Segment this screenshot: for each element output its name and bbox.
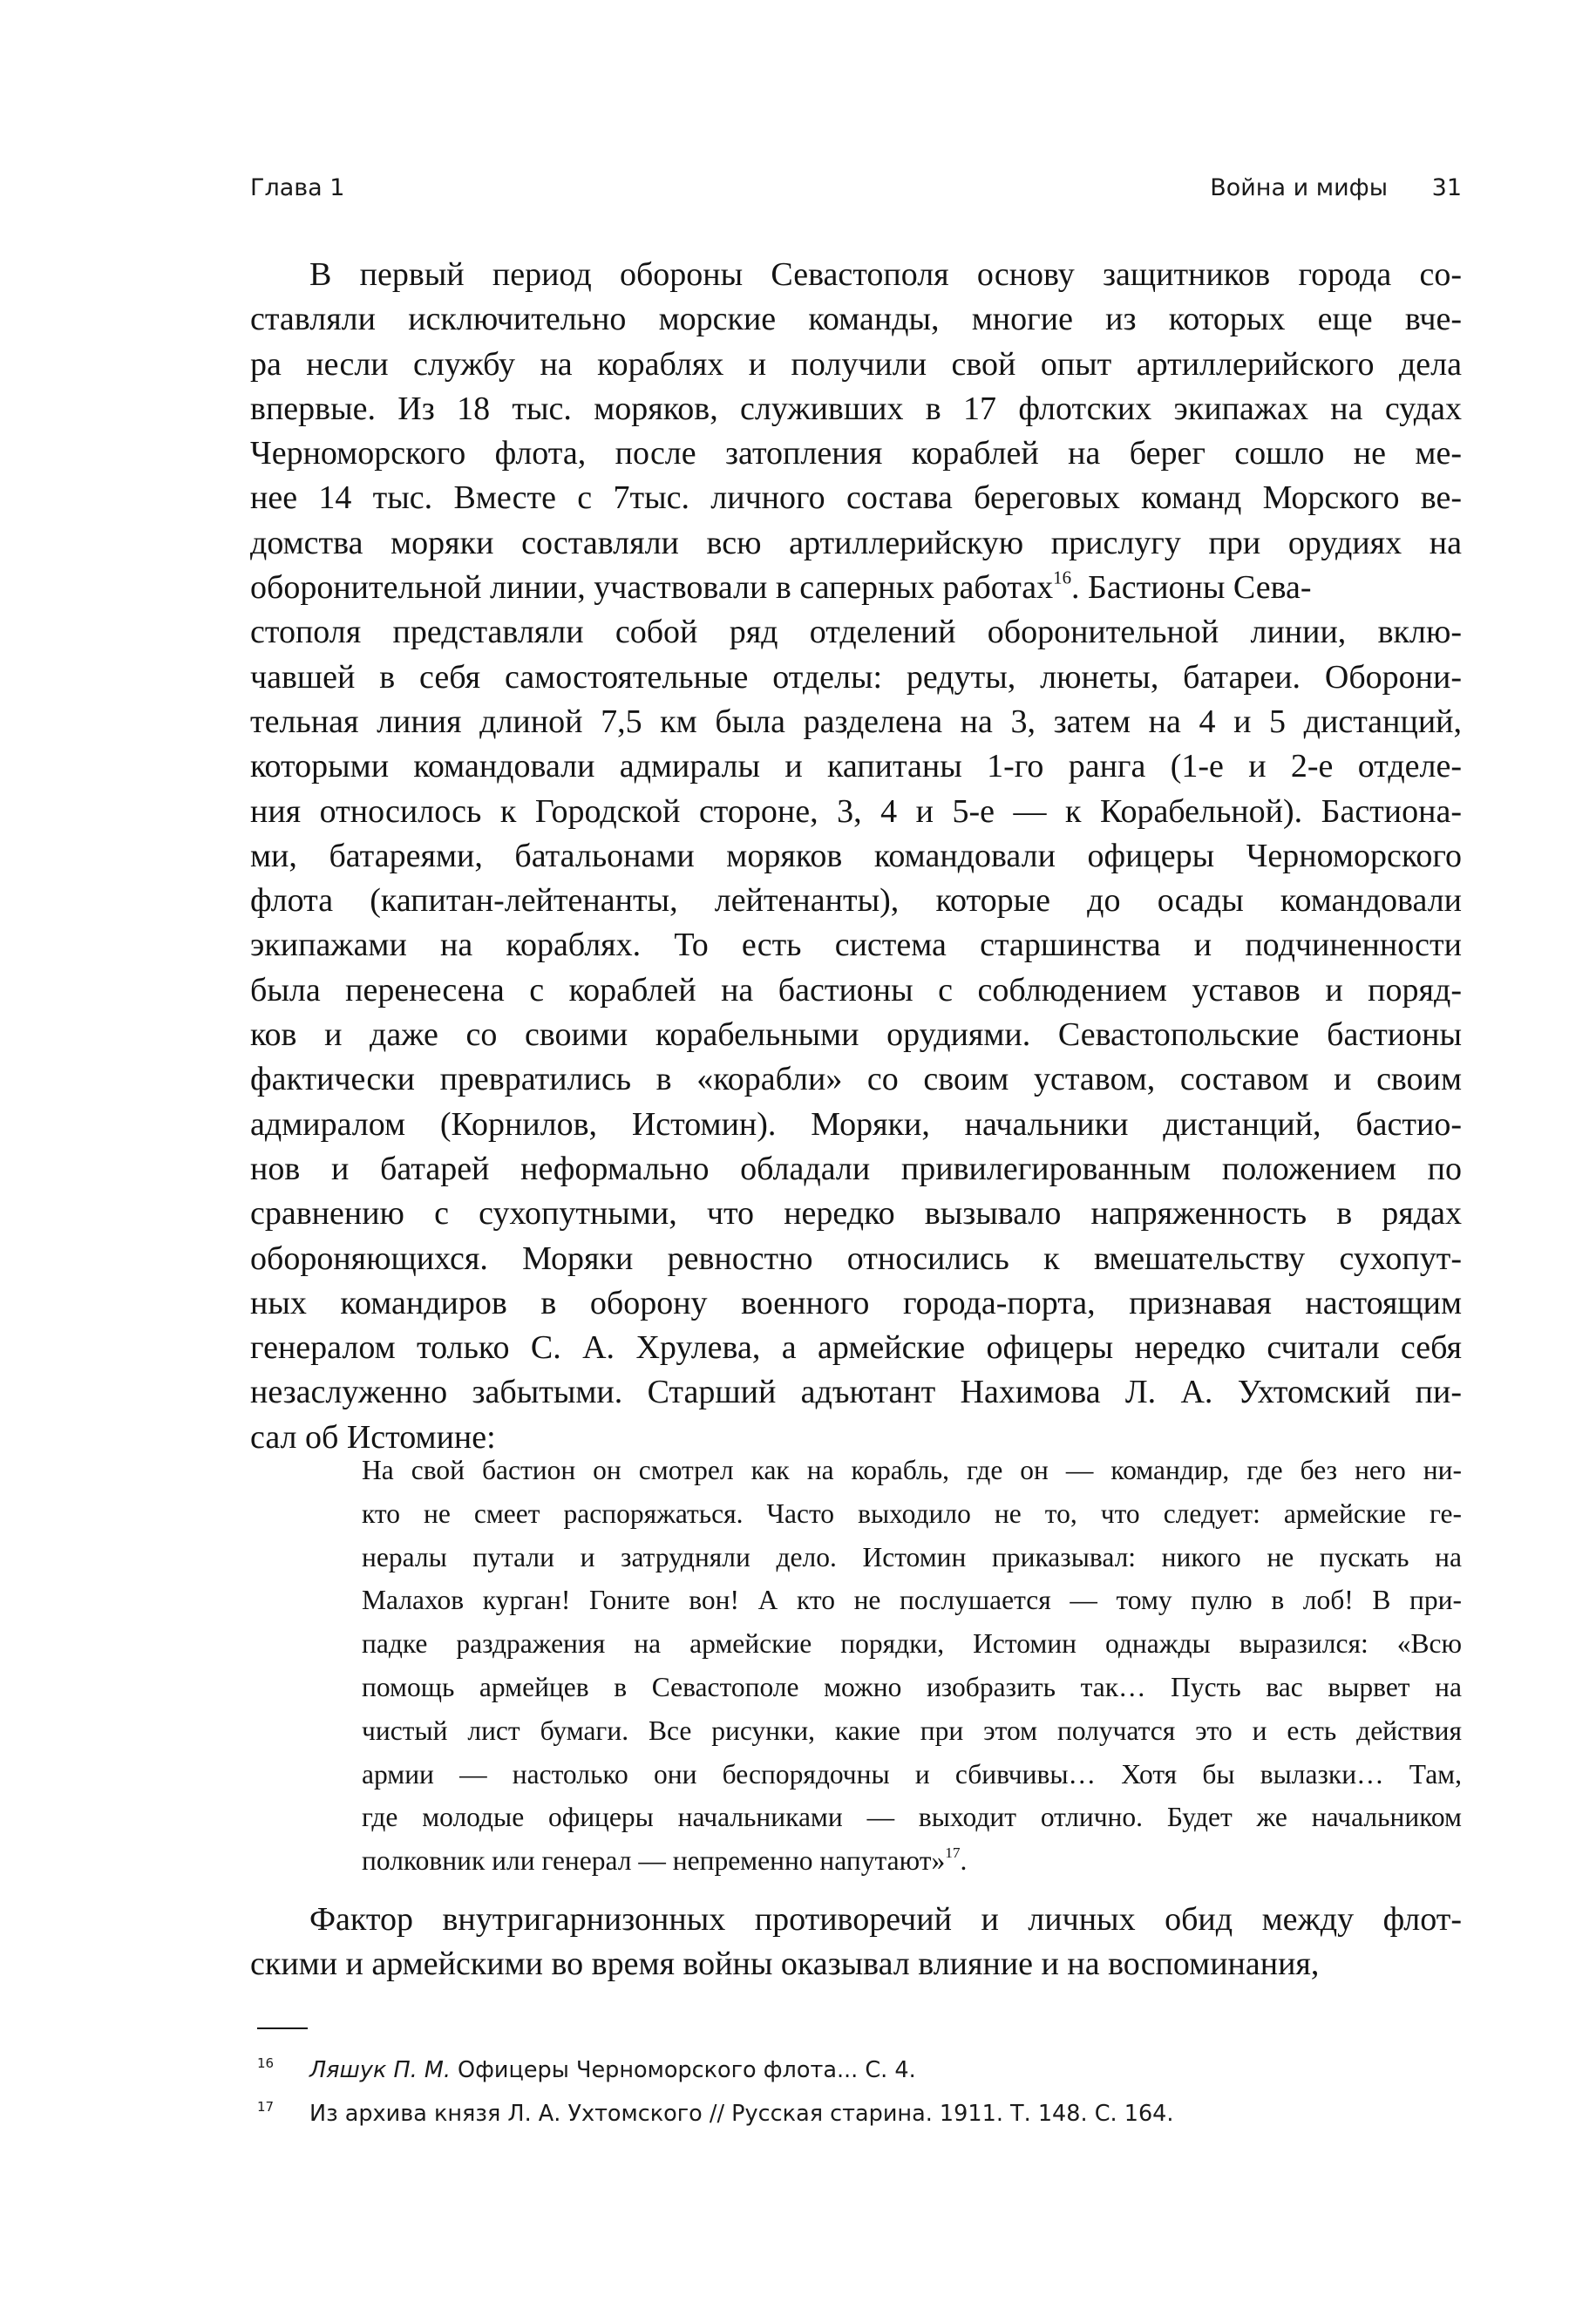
footnote-17 [250,2092,1462,2136]
text-segment: . Бастионы Сева- [1071,569,1312,607]
text-line: генералом только С. А. Хрулева, а армейские офицеры нередко считали себя [250,1329,1462,1367]
quote-line-with-footnote [362,1839,1462,1883]
quote-line: помощь армейцев в Севастополе можно изобразить так… Пусть вас вырвет на [362,1671,1462,1702]
text-line: незаслуженно забытыми. Старший адъютант Нахимова Л. А. Ухтомский пи- [250,1374,1462,1411]
footnote-16 [250,2048,1462,2092]
text-line: В первый период обороны Севастополя основу защитников города со- [309,256,1462,293]
text-line: Черноморского флота, после затопления кораблей на берег сошло не ме- [250,435,1462,472]
text-line: домства моряки составляли всю артиллерийскую прислугу при орудиях на [250,524,1462,561]
text-line: нов и батарей неформально обладали привилегированным положением по [250,1150,1462,1187]
quote-line: Малахов курган! Гоните вон! А кто не послушается — тому пулю в лоб! В при- [362,1585,1462,1616]
text-line: которыми командовали адмиралы и капитаны 1-го ранга (1-е и 2-е отделе- [250,748,1462,785]
quote-line: нералы путали и затрудняли дело. Истомин приказывал: никого не пускать на [362,1541,1462,1572]
quote-line: армии — настолько они беспорядочны и сбивчивы… Хотя бы вылазки… Там, [362,1758,1462,1790]
quote-line: где молодые офицеры начальниками — выходит отлично. Будет же начальником [362,1802,1462,1833]
footnote-source: Офицеры Черноморского флота... С. 4. [450,2057,916,2083]
text-line: была перенесена с кораблей на бастионы с соблюдением уставов и поряд- [250,971,1462,1009]
text-segment: оборонительной линии, участвовали в саперных работах [250,569,1054,607]
text-segment: . [960,1845,968,1877]
footnote-author: Ляшук П. М. [309,2057,451,2083]
footnote-ref-17[interactable]: 17 [945,1844,961,1862]
text-line: чавшей в себя самостоятельные отделы: редуты, люнеты, батареи. Оборони- [250,658,1462,696]
footnote-source: Из архива князя Л. А. Ухтомского // Русская старина. 1911. Т. 148. С. 164. [309,2101,1174,2127]
text-line: ков и даже со своими корабельными орудиями. Севастопольские бастионы [250,1016,1462,1054]
text-line: сравнению с сухопутными, что нередко вызывало напряженность в рядах [250,1195,1462,1233]
quote-line: падке раздражения на армейские порядки, Истомин однажды выразился: «Всю [362,1628,1462,1660]
footnote-text [309,2092,1174,2136]
text-line: ми, батареями, батальонами моряков командовали офицеры Черноморского [250,837,1462,874]
text-line: скими и армейскими во время войны оказывал влияние и на воспоминания, [250,1946,1320,1983]
text-line: впервые. Из 18 тыс. моряков, служивших в 17 флотских экипажах на судах [250,390,1462,427]
section-title: Война и мифы [1210,174,1389,201]
page-number: 31 [1431,174,1462,201]
running-header [250,174,1462,209]
footnote-number: 16 [257,2055,275,2071]
text-line: нее 14 тыс. Вместе с 7тыс. личного состава береговых команд Морского ве- [250,479,1462,517]
text-line: адмиралом (Корнилов, Истомин). Моряки, начальники дистанций, бастио- [250,1105,1462,1143]
text-line: ставляли исключительно морские команды, многие из которых еще вче- [250,301,1462,338]
text-line: тельная линия длиной 7,5 км была разделена на 3, затем на 4 и 5 дистанций, [250,703,1462,740]
text-line: флота (капитан-лейтенанты, лейтенанты), которые до осады командовали [250,882,1462,920]
quote-line: чистый лист бумаги. Все рисунки, какие при этом получатся это и есть действия [362,1715,1462,1746]
block-quote [362,1449,1462,1883]
footnote-text [309,2048,916,2092]
text-line: обороняющихся. Моряки ревностно относились к вмешательству сухопут- [250,1240,1462,1277]
header-right [1210,174,1462,201]
text-line: сал об Истомине: [250,1418,496,1456]
text-line: ных командиров в оборону военного города-порта, признавая настоящим [250,1284,1462,1321]
paragraph-2 [250,1898,1462,1987]
text-line: экипажами на кораблях. То есть система старшинства и подчиненности [250,927,1462,964]
quote-line: кто не смеет распоряжаться. Часто выходило не то, что следует: армейские ге- [362,1498,1462,1529]
paragraph-1 [250,253,1462,1460]
text-line: ния относилось к Городской стороне, 3, 4 и 5-е — к Корабельной). Бастиона- [250,792,1462,830]
footnote-ref-16[interactable]: 16 [1053,567,1072,588]
footnote-separator [257,2027,308,2029]
text-segment: полковник или генерал — непременно напутают» [362,1845,946,1877]
footnotes [250,2048,1462,2136]
footnote-number: 17 [257,2099,275,2115]
text-line: фактически превратились в «корабли» со своим уставом, составом и своим [250,1061,1462,1098]
text-line: Фактор внутригарнизонных противоречий и личных обид между флот- [309,1901,1462,1938]
text-line-with-footnote [250,566,1462,610]
text-line: ра несли службу на кораблях и получили свой опыт артиллерийского дела [250,345,1462,383]
text-line: стополя представляли собой ряд отделений оборонительной линии, вклю- [250,614,1462,651]
chapter-label: Глава 1 [250,174,345,201]
quote-line: На свой бастион он смотрел как на корабль, где он — командир, где без него ни- [362,1455,1462,1485]
